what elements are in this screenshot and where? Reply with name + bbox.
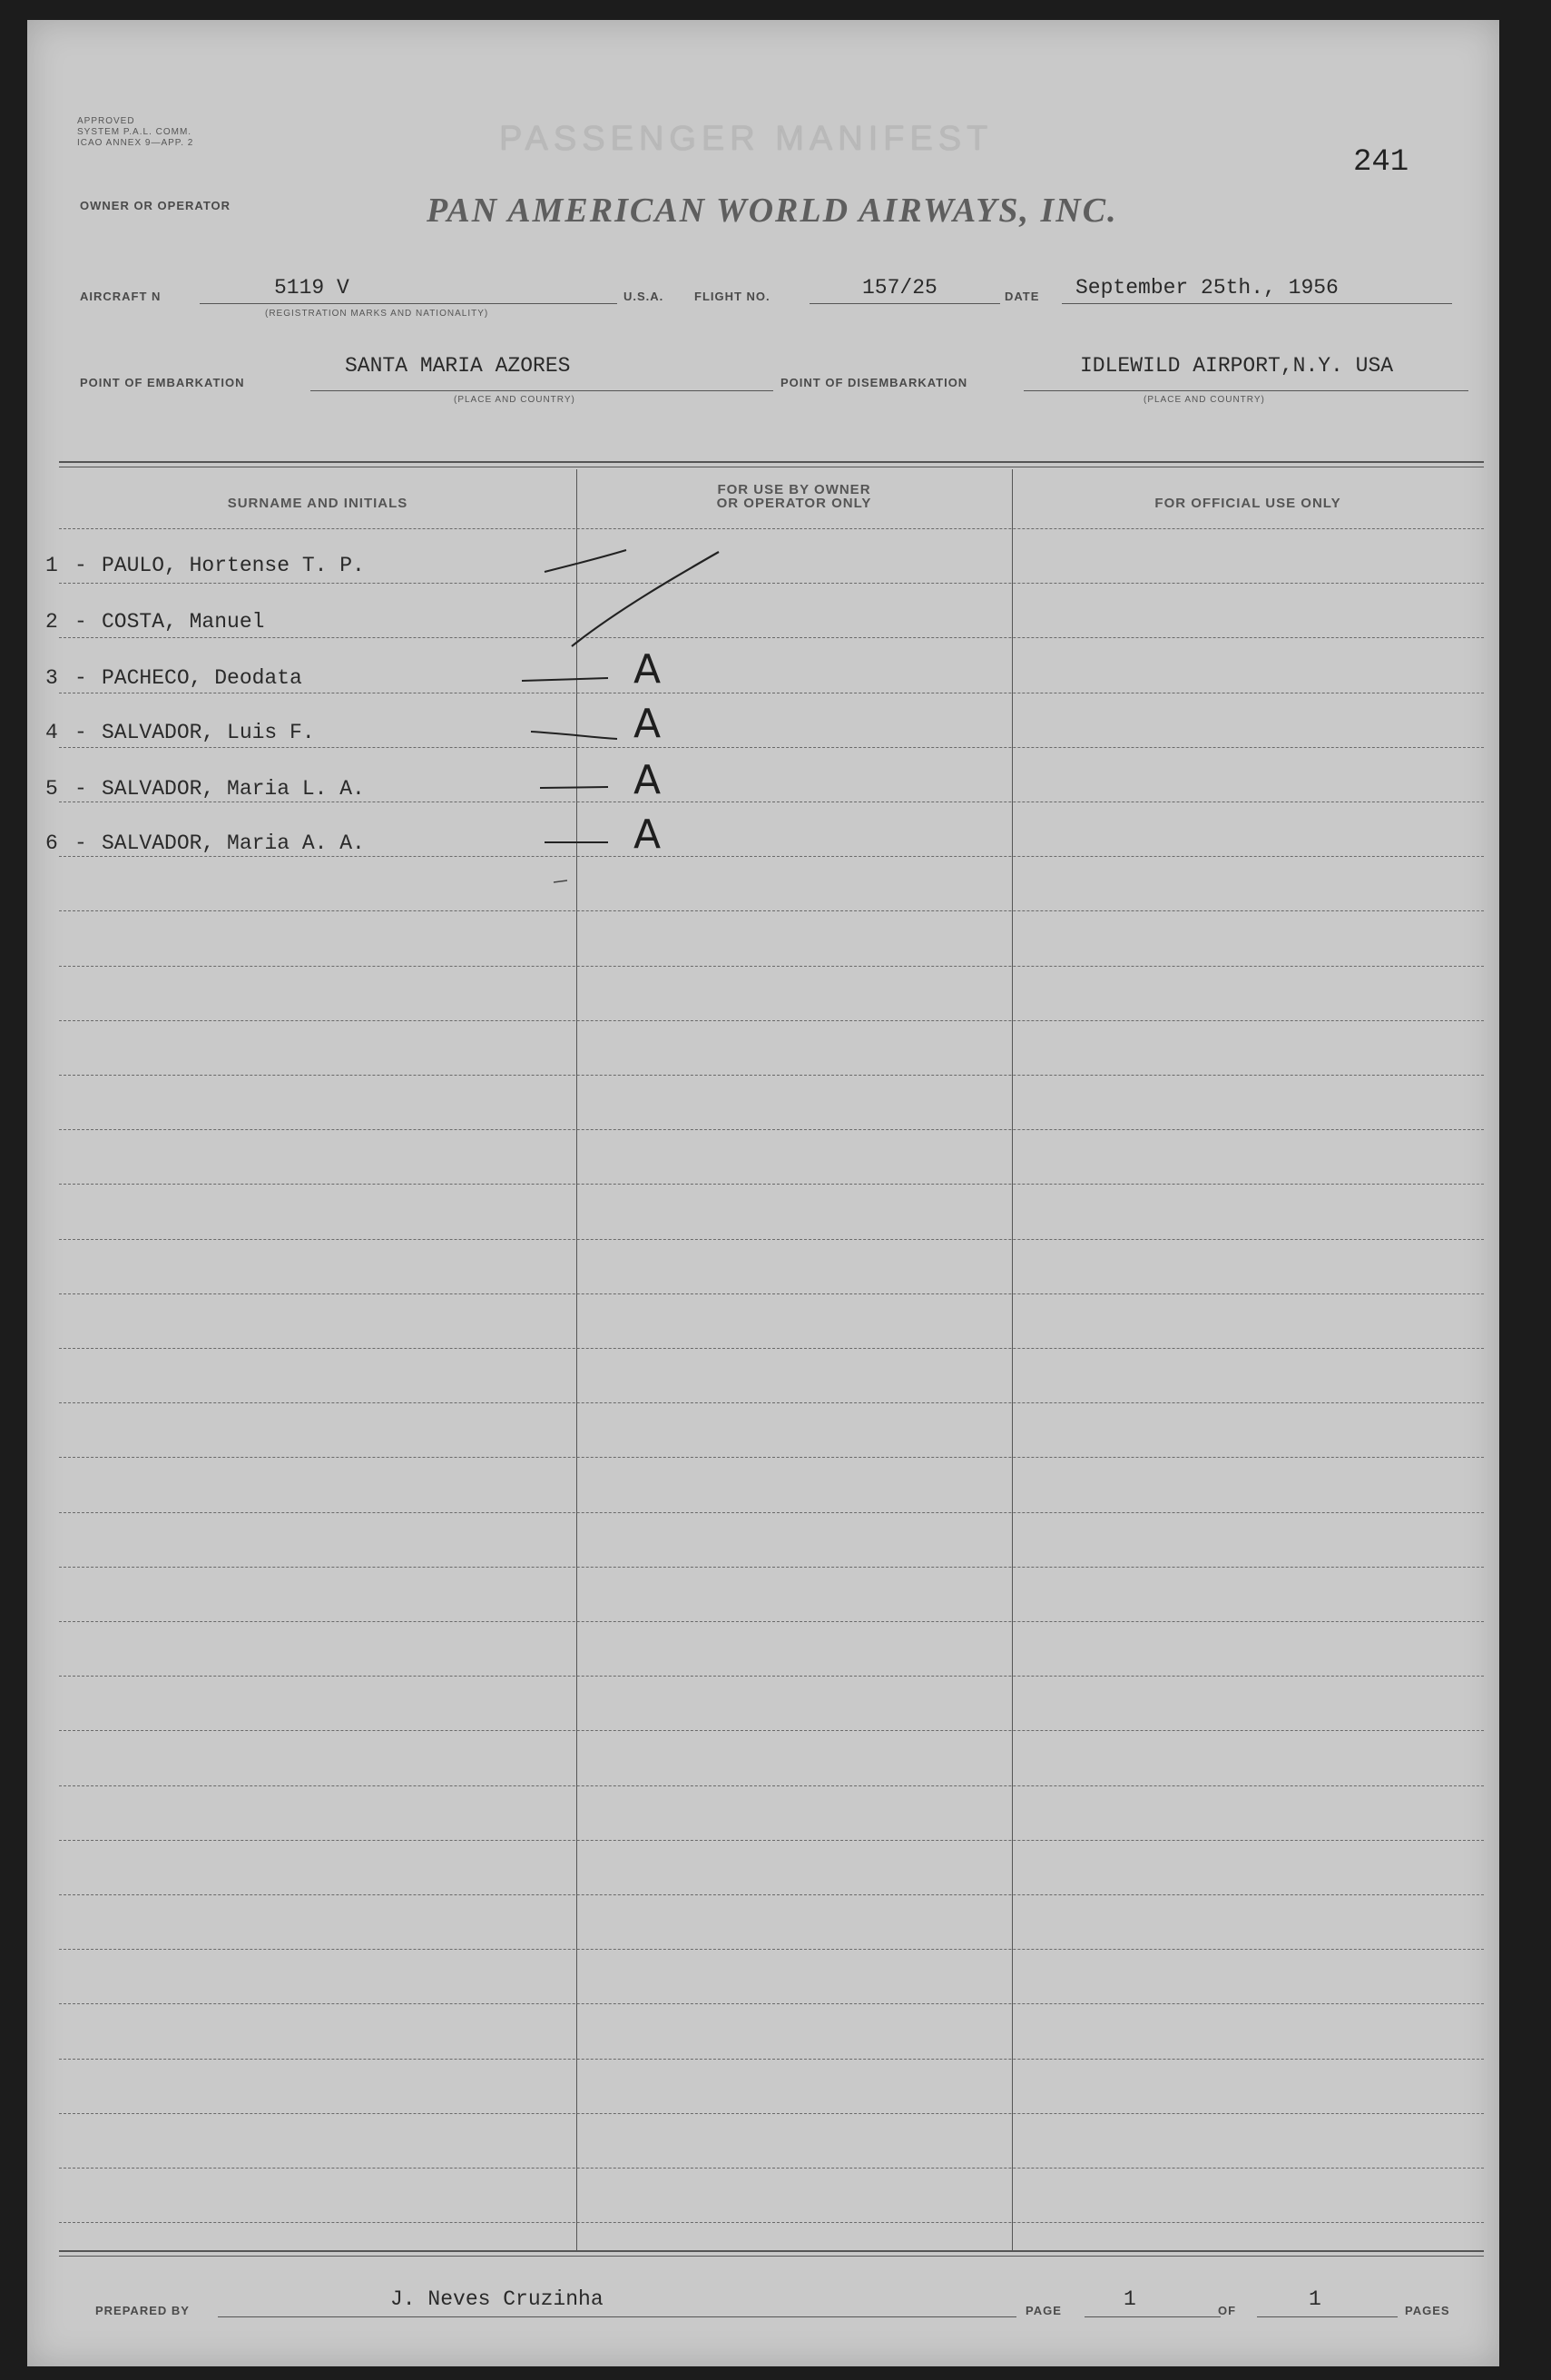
row-rule	[59, 1894, 1484, 1895]
table-top-border	[59, 461, 1484, 463]
passenger-number: 4	[45, 721, 58, 744]
row-rule	[59, 2222, 1484, 2223]
row-rule	[59, 1293, 1484, 1294]
row-dash: -	[74, 666, 87, 690]
row-rule	[59, 637, 1484, 638]
row-rule	[59, 1840, 1484, 1841]
disembark-place-caption: (PLACE AND COUNTRY)	[1144, 395, 1265, 405]
column-divider-1	[576, 469, 577, 2250]
registration-caption: (REGISTRATION MARKS AND NATIONALITY)	[265, 309, 489, 319]
passenger-name: COSTA, Manuel	[102, 610, 265, 634]
passenger-name: SALVADOR, Maria A. A.	[102, 831, 365, 855]
column-header-official: FOR OFFICIAL USE ONLY	[1154, 496, 1341, 511]
row-dash: -	[74, 554, 87, 577]
page-underline	[1085, 2316, 1221, 2317]
aircraft-value: 5119 V	[274, 276, 349, 300]
country-label: U.S.A.	[623, 290, 664, 303]
flight-underline	[810, 303, 1000, 304]
owner-use-line1: FOR USE BY OWNER	[717, 482, 871, 497]
passenger-number: 1	[45, 554, 58, 577]
page-number: 241	[1353, 145, 1409, 180]
row-rule	[59, 1949, 1484, 1950]
embarkation-label: POINT OF EMBARKATION	[80, 376, 245, 389]
row-rule	[59, 1075, 1484, 1076]
of-label: OF	[1218, 2304, 1237, 2317]
page-label: PAGE	[1026, 2304, 1062, 2317]
date-underline	[1062, 303, 1452, 304]
owner-use-line2: OR OPERATOR ONLY	[716, 496, 872, 511]
operator-mark: A	[633, 701, 662, 747]
row-rule	[59, 747, 1484, 748]
passenger-name: PACHECO, Deodata	[102, 666, 302, 690]
flight-value: 157/25	[862, 276, 937, 300]
row-rule	[59, 1621, 1484, 1622]
prepared-by-underline	[218, 2316, 1016, 2317]
row-dash: -	[74, 610, 87, 634]
form-ref-line1: APPROVED	[77, 116, 135, 126]
row-rule	[59, 583, 1484, 584]
passenger-number: 6	[45, 831, 58, 855]
aircraft-underline	[200, 303, 617, 304]
passenger-name: PAULO, Hortense T. P.	[102, 554, 365, 577]
row-dash: -	[74, 777, 87, 801]
passenger-number: 2	[45, 610, 58, 634]
row-rule	[59, 910, 1484, 911]
row-rule	[59, 1676, 1484, 1677]
manifest-sheet	[27, 20, 1499, 2366]
column-header-names: SURNAME AND INITIALS	[227, 496, 408, 511]
prepared-by-value: J. Neves Cruzinha	[390, 2287, 604, 2311]
row-rule	[59, 856, 1484, 857]
operator-name: PAN AMERICAN WORLD AIRWAYS, INC.	[427, 192, 1118, 230]
passenger-name: SALVADOR, Luis F.	[102, 721, 315, 744]
owner-label: OWNER OR OPERATOR	[80, 199, 231, 212]
operator-mark: A	[633, 757, 662, 803]
row-rule	[59, 966, 1484, 967]
row-rule	[59, 2113, 1484, 2114]
row-rule	[59, 1512, 1484, 1513]
row-rule	[59, 1348, 1484, 1349]
column-header-owner-use	[585, 483, 1003, 510]
row-rule	[59, 2003, 1484, 2004]
page-total-value: 1	[1309, 2287, 1321, 2311]
passenger-number: 5	[45, 777, 58, 801]
disembarkation-label: POINT OF DISEMBARKATION	[780, 376, 968, 389]
row-rule	[59, 1239, 1484, 1240]
flight-label: FLIGHT NO.	[694, 290, 771, 303]
aircraft-label: AIRCRAFT N	[80, 290, 162, 303]
row-rule	[59, 2168, 1484, 2169]
column-divider-2	[1012, 469, 1013, 2250]
row-dash: -	[74, 831, 87, 855]
row-rule	[59, 1129, 1484, 1130]
embarkation-value: SANTA MARIA AZORES	[345, 354, 571, 378]
operator-mark: A	[633, 646, 662, 693]
embarkation-underline	[310, 390, 773, 391]
row-rule	[59, 1402, 1484, 1403]
embark-place-caption: (PLACE AND COUNTRY)	[454, 395, 575, 405]
form-ref-line2: SYSTEM P.A.L. COMM.	[77, 127, 192, 137]
row-rule	[59, 1457, 1484, 1458]
form-reference	[77, 116, 193, 149]
date-label: DATE	[1005, 290, 1040, 303]
operator-mark: A	[633, 811, 662, 858]
table-bottom-border-inner	[59, 2256, 1484, 2257]
disembarkation-underline	[1024, 390, 1468, 391]
date-value: September 25th., 1956	[1075, 276, 1339, 300]
document-title: PASSENGER MANIFEST	[499, 120, 994, 158]
table-bottom-border	[59, 2250, 1484, 2252]
row-rule	[59, 1020, 1484, 1021]
row-rule	[59, 1184, 1484, 1185]
row-rule	[59, 1567, 1484, 1568]
prepared-by-label: PREPARED BY	[95, 2304, 190, 2317]
of-underline	[1257, 2316, 1398, 2317]
form-ref-line3: ICAO ANNEX 9—APP. 2	[77, 138, 194, 148]
row-dash: -	[74, 721, 87, 744]
row-rule	[59, 2059, 1484, 2060]
row-rule	[59, 528, 1484, 529]
row-rule	[59, 1785, 1484, 1786]
passenger-number: 3	[45, 666, 58, 690]
disembarkation-value: IDLEWILD AIRPORT,N.Y. USA	[1080, 354, 1394, 378]
page-of-value: 1	[1124, 2287, 1136, 2311]
pages-label: PAGES	[1405, 2304, 1450, 2317]
row-rule	[59, 1730, 1484, 1731]
passenger-name: SALVADOR, Maria L. A.	[102, 777, 365, 801]
